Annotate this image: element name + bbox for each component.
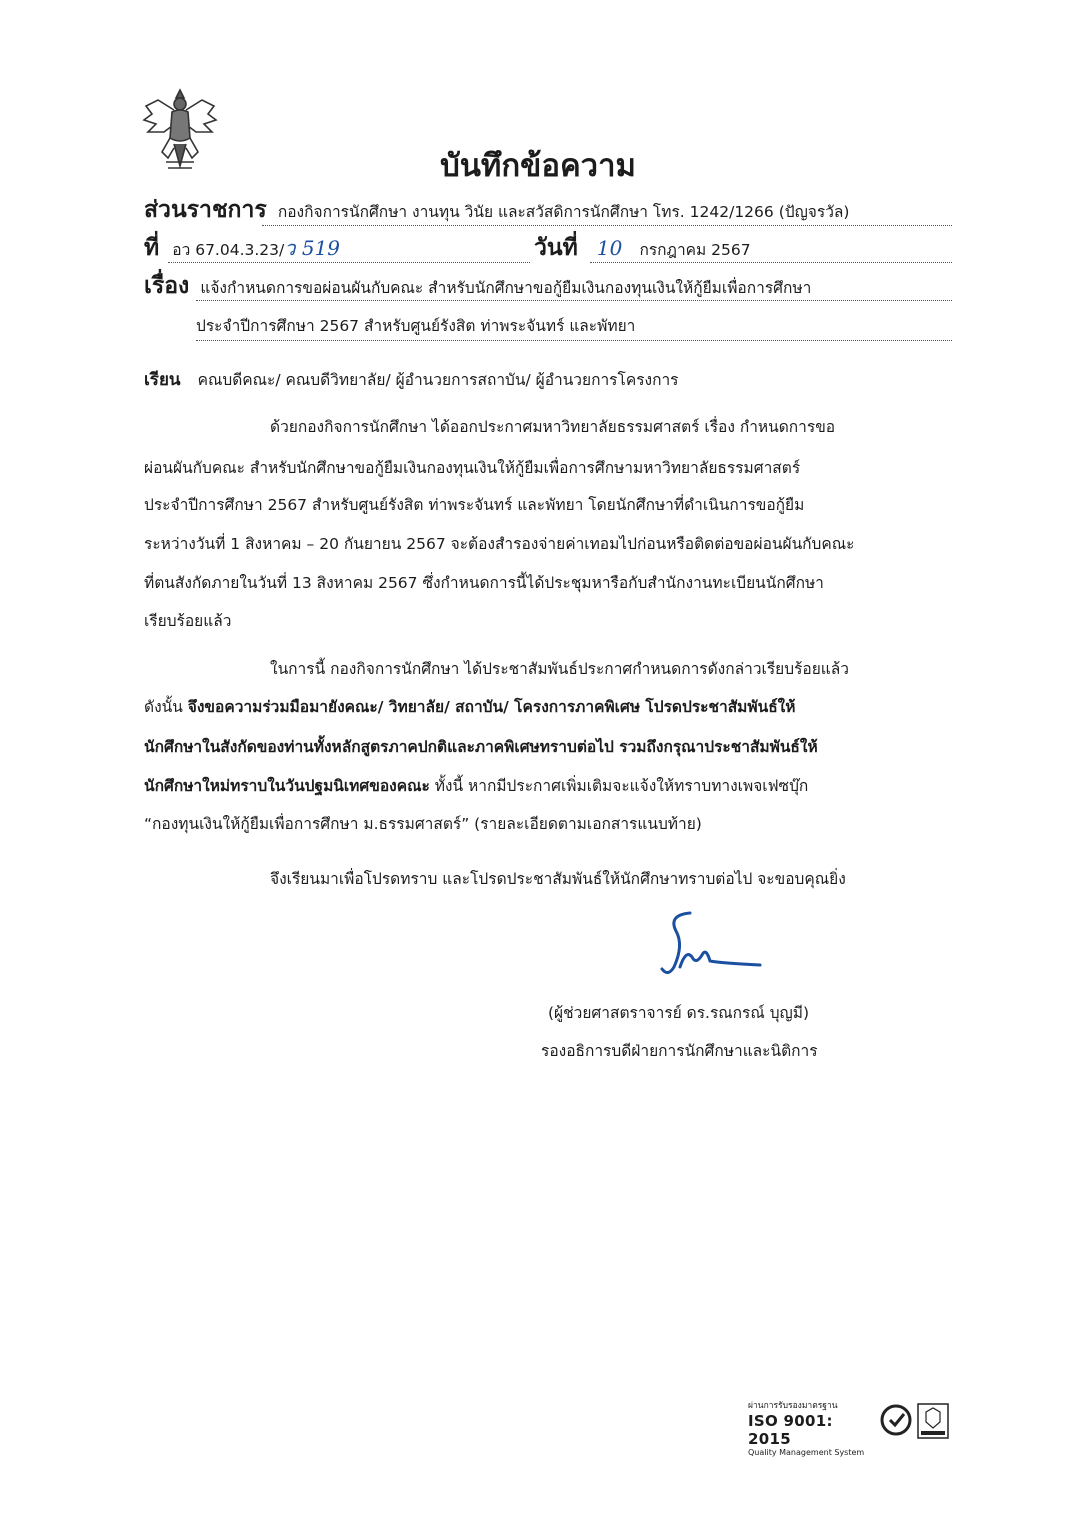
ref-handwritten: ว 519	[284, 236, 341, 260]
p2-line4-normal: ทั้งนี้ หากมีประกาศเพิ่มเติมจะแจ้งให้ทราบทางเพจเฟซบุ๊ก	[429, 777, 809, 795]
date-value: กรกฎาคม 2567	[639, 241, 751, 259]
p2-line4-bold: นักศึกษาใหม่ทราบในวันปฐมนิเทศของคณะ	[144, 777, 430, 795]
p2-line3: นักศึกษาในสังกัดของท่านทั้งหลักสูตรภาคปกติและภาคพิเศษทราบต่อไป รวมถึงกรุณาประชาสัมพันธ์ให้	[144, 738, 818, 756]
closing-line: จึงเรียนมาเพื่อโปรดทราบ และโปรดประชาสัมพันธ์ให้นักศึกษาทราบต่อไป จะขอบคุณยิ่ง	[270, 870, 846, 888]
ref-value: อว 67.04.3.23/	[172, 241, 285, 259]
p1-line: ระหว่างวันที่ 1 สิงหาคม – 20 กันยายน 2567 จะต้องสำรองจ่ายค่าเทอมไปก่อนหรือติดต่อขอผ่อนผันกับคณะ	[144, 535, 855, 553]
signer-name: (ผู้ช่วยศาสตราจารย์ ดร.รณกรณ์ บุญมี)	[548, 1004, 810, 1022]
iso-text-block	[748, 1398, 878, 1457]
iso-top: ผ่านการรับรองมาตรฐาน	[748, 1401, 838, 1411]
p2-line2	[144, 694, 795, 719]
signature-mark	[650, 905, 770, 985]
p2-line2-normal: ดังนั้น	[144, 698, 188, 716]
p2-line5: “กองทุนเงินให้กู้ยืมเพื่อการศึกษา ม.ธรรมศาสตร์” (รายละเอียดตามเอกสารแนบท้าย)	[144, 815, 702, 833]
agency-value: กองกิจการนักศึกษา งานทุน วินัย และสวัสดิการนักศึกษา โทร. 1242/1266 (ปัญจรวัล)	[277, 203, 850, 221]
certification-logos	[878, 1402, 952, 1442]
subject-line2: ประจำปีการศึกษา 2567 สำหรับศูนย์รังสิต ท่าพระจันทร์ และพัทยา	[196, 317, 636, 335]
to-label: เรียน	[144, 370, 181, 390]
subject-line1: แจ้งกำหนดการขอผ่อนผันกับคณะ สำหรับนักศึกษาขอกู้ยืมเงินกองทุนเงินให้กู้ยืมเพื่อการศึกษา	[200, 279, 812, 297]
iso-standard: ISO 9001: 2015	[748, 1412, 833, 1448]
date-label: วันที่	[534, 235, 578, 261]
ref-row	[144, 230, 544, 262]
p1-line: เรียบร้อยแล้ว	[144, 612, 232, 630]
p2-line1: ในการนี้ กองกิจการนักศึกษา ได้ประชาสัมพันธ์ประกาศกำหนดการดังกล่าวเรียบร้อยแล้ว	[270, 660, 849, 678]
ref-label: ที่	[144, 235, 160, 261]
date-row	[534, 230, 954, 262]
subject-dotline1	[196, 300, 952, 301]
iso-sub: Quality Management System	[748, 1448, 865, 1457]
to-value: คณบดีคณะ/ คณบดีวิทยาลัย/ ผู้อำนวยการสถาบัน/ ผู้อำนวยการโครงการ	[197, 371, 679, 389]
to-row	[144, 366, 954, 396]
subject-row	[144, 268, 954, 302]
date-dotline	[590, 262, 952, 263]
subject-label: เรื่อง	[144, 273, 190, 299]
signer-position: รองอธิการบดีฝ่ายการนักศึกษาและนิติการ	[541, 1042, 818, 1060]
agency-label: ส่วนราชการ	[144, 197, 267, 223]
subject-dotline2	[196, 340, 952, 341]
ref-dotline	[168, 262, 530, 263]
page-title: บันทึกข้อความ	[440, 148, 636, 184]
date-handwritten: 10	[596, 236, 623, 260]
p1-line: ประจำปีการศึกษา 2567 สำหรับศูนย์รังสิต ท่าพระจันทร์ และพัทยา โดยนักศึกษาที่ดำเนินการขอกู้ยืม	[144, 496, 805, 514]
p2-line2-bold: จึงขอความร่วมมือมายังคณะ/ วิทยาลัย/ สถาบัน/ โครงการภาคพิเศษ โปรดประชาสัมพันธ์ให้	[187, 698, 796, 716]
agency-dotline	[262, 225, 952, 226]
agency-row	[144, 192, 954, 224]
p1-line: ผ่อนผันกับคณะ สำหรับนักศึกษาขอกู้ยืมเงินกองทุนเงินให้กู้ยืมเพื่อการศึกษามหาวิทยาลัยธรรมศาสตร์	[144, 459, 801, 477]
p2-line4	[144, 773, 808, 798]
p1-line: ที่ตนสังกัดภายในวันที่ 13 สิงหาคม 2567 ซึ่งกำหนดการนี้ได้ประชุมหารือกับสำนักงานทะเบียนนักศึกษา	[144, 574, 824, 592]
p1-line: ด้วยกองกิจการนักศึกษา ได้ออกประกาศมหาวิทยาลัยธรรมศาสตร์ เรื่อง กำหนดการขอ	[270, 418, 836, 436]
